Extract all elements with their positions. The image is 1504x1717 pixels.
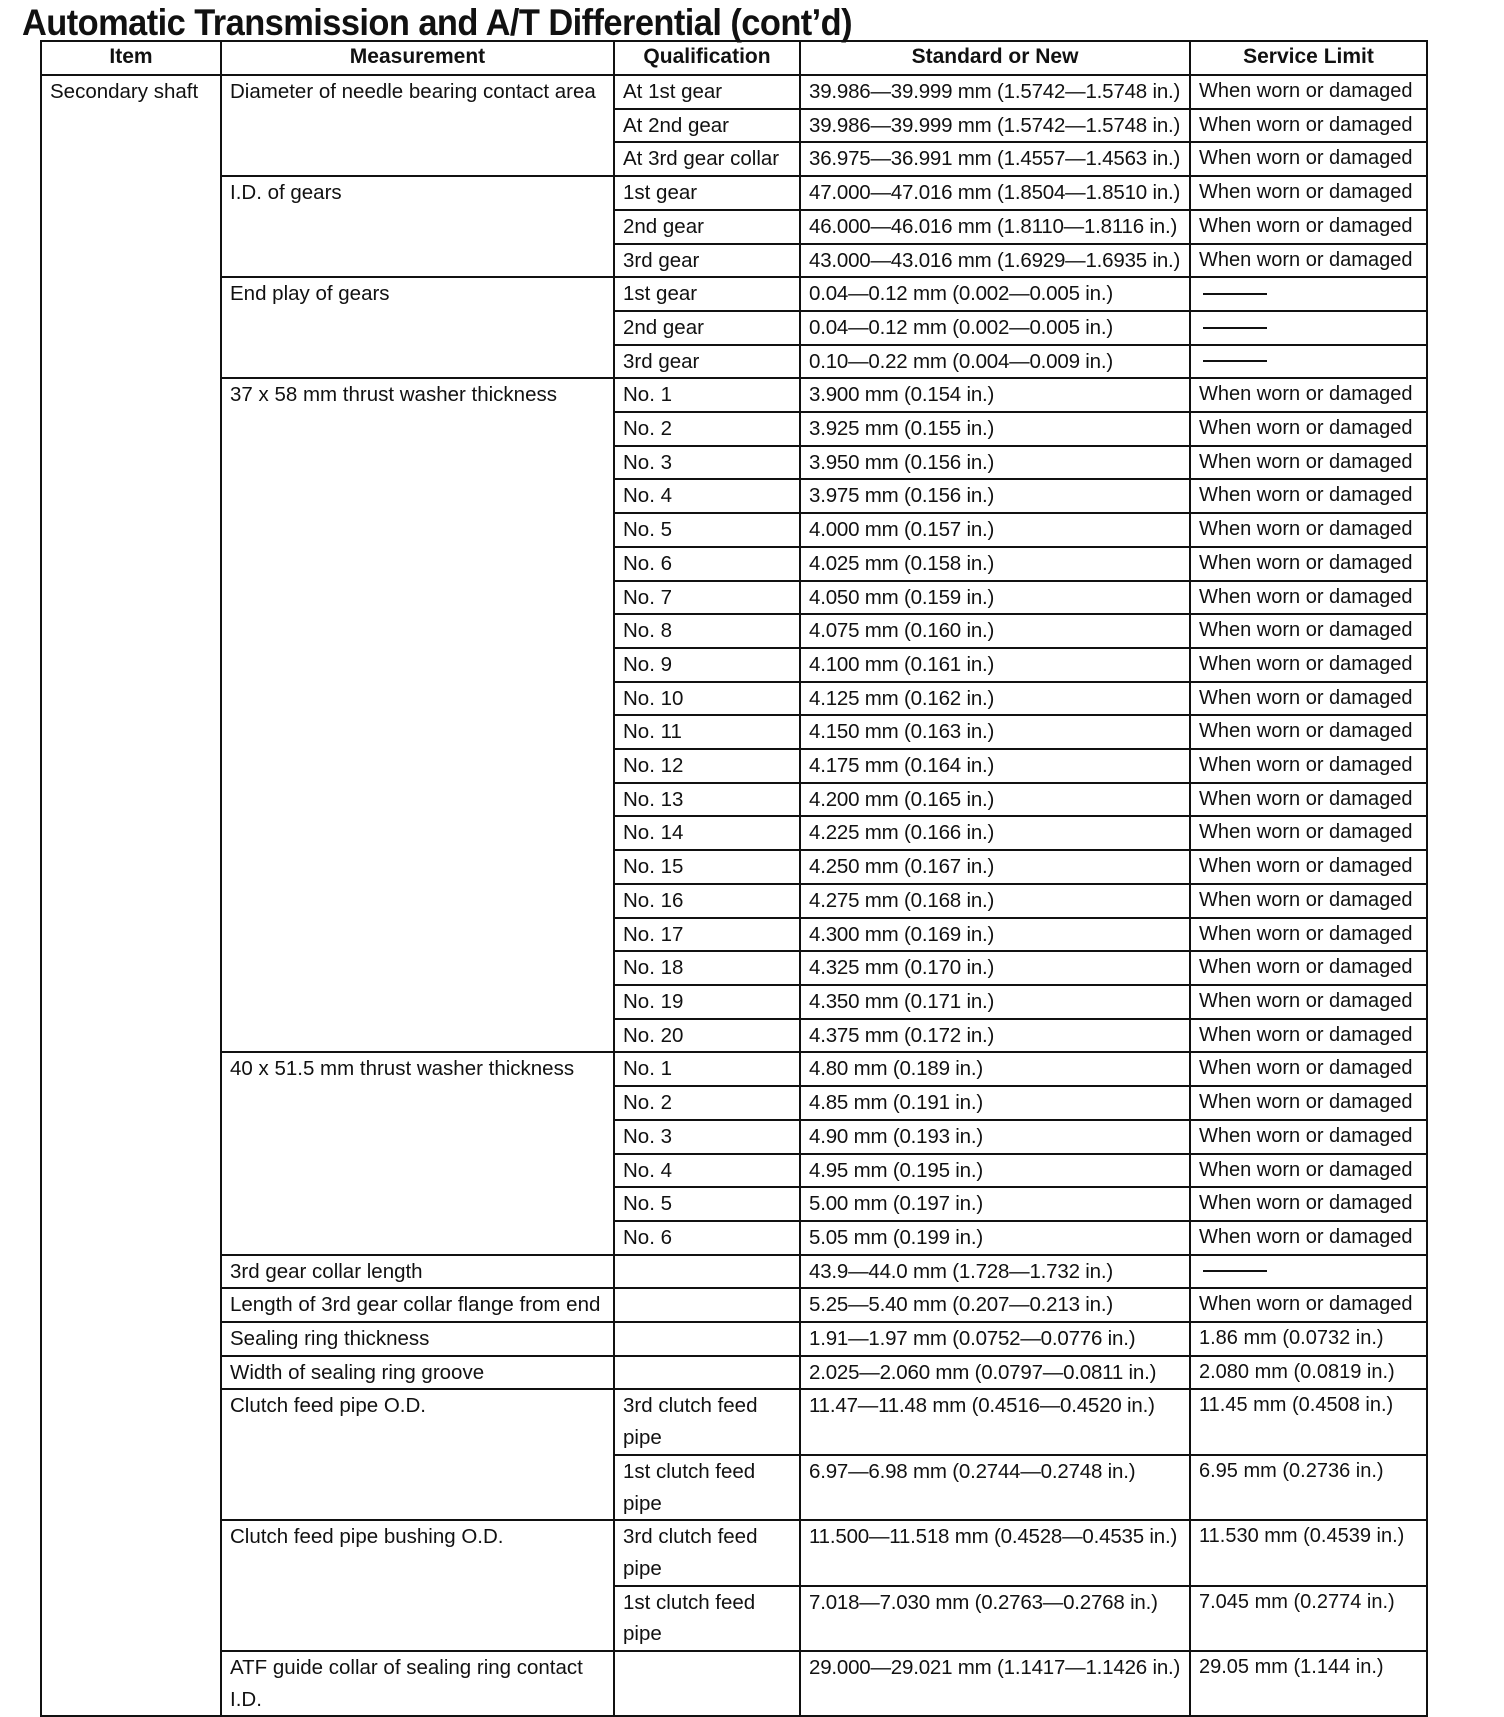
service-limit-cell: When worn or damaged	[1190, 176, 1427, 210]
measurement-cell: End play of gears	[221, 277, 614, 378]
qualification-cell: No. 1	[614, 378, 800, 412]
table-row	[41, 75, 1427, 109]
standard-cell: 4.100 mm (0.161 in.)	[800, 648, 1190, 682]
table-row	[41, 1389, 1427, 1454]
qualification-cell: No. 17	[614, 918, 800, 952]
measurement-cell: 37 x 58 mm thrust washer thickness	[221, 378, 614, 1052]
qualification-cell: No. 5	[614, 1187, 800, 1221]
measurement-cell: Diameter of needle bearing contact area	[221, 75, 614, 176]
standard-cell: 5.05 mm (0.199 in.)	[800, 1221, 1190, 1255]
qualification-cell: No. 20	[614, 1019, 800, 1053]
standard-cell: 4.225 mm (0.166 in.)	[800, 816, 1190, 850]
header-row	[41, 41, 1427, 75]
standard-cell: 4.275 mm (0.168 in.)	[800, 884, 1190, 918]
standard-cell: 4.025 mm (0.158 in.)	[800, 547, 1190, 581]
standard-cell: 39.986—39.999 mm (1.5742—1.5748 in.)	[800, 109, 1190, 143]
standard-cell: 36.975—36.991 mm (1.4557—1.4563 in.)	[800, 142, 1190, 176]
measurement-cell: Clutch feed pipe O.D.	[221, 1389, 614, 1520]
qualification-cell: At 1st gear	[614, 75, 800, 109]
qualification-cell: No. 2	[614, 412, 800, 446]
standard-cell: 6.97—6.98 mm (0.2744—0.2748 in.)	[800, 1455, 1190, 1520]
qualification-cell: No. 10	[614, 682, 800, 716]
standard-cell: 5.25—5.40 mm (0.207—0.213 in.)	[800, 1288, 1190, 1322]
spec-table	[40, 40, 1428, 1717]
standard-cell: 3.950 mm (0.156 in.)	[800, 446, 1190, 480]
service-limit-cell	[1190, 1255, 1427, 1289]
service-limit-cell: When worn or damaged	[1190, 884, 1427, 918]
qualification-cell: 1st clutch feed pipe	[614, 1586, 800, 1651]
service-limit-cell: When worn or damaged	[1190, 547, 1427, 581]
qualification-cell: No. 5	[614, 513, 800, 547]
standard-cell: 4.325 mm (0.170 in.)	[800, 951, 1190, 985]
standard-cell: 39.986—39.999 mm (1.5742—1.5748 in.)	[800, 75, 1190, 109]
qualification-cell: No. 3	[614, 1120, 800, 1154]
measurement-cell: ATF guide collar of sealing ring contact I.D.	[221, 1651, 614, 1716]
standard-cell: 0.04—0.12 mm (0.002—0.005 in.)	[800, 311, 1190, 345]
standard-cell: 43.9—44.0 mm (1.728—1.732 in.)	[800, 1255, 1190, 1289]
service-limit-cell: 11.530 mm (0.4539 in.)	[1190, 1520, 1427, 1585]
service-limit-cell: When worn or damaged	[1190, 581, 1427, 615]
standard-cell: 4.150 mm (0.163 in.)	[800, 715, 1190, 749]
standard-cell: 47.000—47.016 mm (1.8504—1.8510 in.)	[800, 176, 1190, 210]
standard-cell: 4.300 mm (0.169 in.)	[800, 918, 1190, 952]
qualification-cell: 2nd gear	[614, 311, 800, 345]
service-limit-cell: When worn or damaged	[1190, 378, 1427, 412]
no-limit-dash	[1203, 1270, 1267, 1272]
standard-cell: 4.85 mm (0.191 in.)	[800, 1086, 1190, 1120]
qualification-cell: 2nd gear	[614, 210, 800, 244]
qualification-cell: No. 9	[614, 648, 800, 682]
standard-cell: 43.000—43.016 mm (1.6929—1.6935 in.)	[800, 244, 1190, 278]
service-limit-cell: When worn or damaged	[1190, 75, 1427, 109]
table-row	[41, 1052, 1427, 1086]
qualification-cell: 3rd gear	[614, 345, 800, 379]
service-limit-cell: When worn or damaged	[1190, 985, 1427, 1019]
standard-cell: 0.10—0.22 mm (0.004—0.009 in.)	[800, 345, 1190, 379]
qualification-cell: No. 19	[614, 985, 800, 1019]
service-limit-cell: When worn or damaged	[1190, 479, 1427, 513]
standard-cell: 4.95 mm (0.195 in.)	[800, 1154, 1190, 1188]
qualification-cell	[614, 1322, 800, 1356]
standard-cell: 4.000 mm (0.157 in.)	[800, 513, 1190, 547]
no-limit-dash	[1203, 327, 1267, 329]
qualification-cell: No. 12	[614, 749, 800, 783]
service-limit-cell: 29.05 mm (1.144 in.)	[1190, 1651, 1427, 1716]
service-limit-cell: When worn or damaged	[1190, 614, 1427, 648]
service-limit-cell: When worn or damaged	[1190, 648, 1427, 682]
service-limit-cell: When worn or damaged	[1190, 142, 1427, 176]
table-row	[41, 378, 1427, 412]
standard-cell: 5.00 mm (0.197 in.)	[800, 1187, 1190, 1221]
service-limit-cell: When worn or damaged	[1190, 1221, 1427, 1255]
standard-cell: 11.500—11.518 mm (0.4528—0.4535 in.)	[800, 1520, 1190, 1585]
service-limit-cell: 6.95 mm (0.2736 in.)	[1190, 1455, 1427, 1520]
qualification-cell: No. 15	[614, 850, 800, 884]
service-limit-cell: When worn or damaged	[1190, 109, 1427, 143]
standard-cell: 7.018—7.030 mm (0.2763—0.2768 in.)	[800, 1586, 1190, 1651]
qualification-cell	[614, 1255, 800, 1289]
service-limit-cell: When worn or damaged	[1190, 783, 1427, 817]
qualification-cell: 1st clutch feed pipe	[614, 1455, 800, 1520]
service-limit-cell: When worn or damaged	[1190, 951, 1427, 985]
qualification-cell: 1st gear	[614, 176, 800, 210]
no-limit-dash	[1203, 360, 1267, 362]
standard-cell: 29.000—29.021 mm (1.1417—1.1426 in.)	[800, 1651, 1190, 1716]
service-limit-cell	[1190, 277, 1427, 311]
header-measurement: Measurement	[221, 41, 614, 75]
standard-cell: 4.80 mm (0.189 in.)	[800, 1052, 1190, 1086]
table-row	[41, 1288, 1427, 1322]
qualification-cell: No. 18	[614, 951, 800, 985]
measurement-cell: Sealing ring thickness	[221, 1322, 614, 1356]
table-row	[41, 1255, 1427, 1289]
service-limit-cell: When worn or damaged	[1190, 715, 1427, 749]
qualification-cell: No. 3	[614, 446, 800, 480]
service-limit-cell	[1190, 345, 1427, 379]
qualification-cell: No. 4	[614, 479, 800, 513]
service-limit-cell: When worn or damaged	[1190, 850, 1427, 884]
standard-cell: 3.925 mm (0.155 in.)	[800, 412, 1190, 446]
service-limit-cell: When worn or damaged	[1190, 1086, 1427, 1120]
no-limit-dash	[1203, 293, 1267, 295]
qualification-cell: No. 6	[614, 547, 800, 581]
measurement-cell: 3rd gear collar length	[221, 1255, 614, 1289]
service-limit-cell: When worn or damaged	[1190, 446, 1427, 480]
standard-cell: 4.250 mm (0.167 in.)	[800, 850, 1190, 884]
page-title: Automatic Transmission and A/T Differential (cont’d)	[22, 2, 853, 43]
standard-cell: 4.050 mm (0.159 in.)	[800, 581, 1190, 615]
qualification-cell: No. 11	[614, 715, 800, 749]
standard-cell: 11.47—11.48 mm (0.4516—0.4520 in.)	[800, 1389, 1190, 1454]
qualification-cell: At 3rd gear collar	[614, 142, 800, 176]
standard-cell: 2.025—2.060 mm (0.0797—0.0811 in.)	[800, 1356, 1190, 1390]
standard-cell: 0.04—0.12 mm (0.002—0.005 in.)	[800, 277, 1190, 311]
table-row	[41, 1356, 1427, 1390]
standard-cell: 4.175 mm (0.164 in.)	[800, 749, 1190, 783]
service-limit-cell: When worn or damaged	[1190, 749, 1427, 783]
qualification-cell: No. 6	[614, 1221, 800, 1255]
measurement-cell: Length of 3rd gear collar flange from end	[221, 1288, 614, 1322]
table-row	[41, 1520, 1427, 1585]
qualification-cell: 3rd clutch feed pipe	[614, 1389, 800, 1454]
service-limit-cell: When worn or damaged	[1190, 412, 1427, 446]
qualification-cell: No. 7	[614, 581, 800, 615]
qualification-cell: No. 14	[614, 816, 800, 850]
qualification-cell: 3rd gear	[614, 244, 800, 278]
header-standard: Standard or New	[800, 41, 1190, 75]
service-limit-cell: When worn or damaged	[1190, 1019, 1427, 1053]
service-limit-cell: When worn or damaged	[1190, 1120, 1427, 1154]
standard-cell: 4.125 mm (0.162 in.)	[800, 682, 1190, 716]
table-row	[41, 1322, 1427, 1356]
service-limit-cell: When worn or damaged	[1190, 682, 1427, 716]
service-limit-cell: When worn or damaged	[1190, 816, 1427, 850]
standard-cell: 3.975 mm (0.156 in.)	[800, 479, 1190, 513]
standard-cell: 1.91—1.97 mm (0.0752—0.0776 in.)	[800, 1322, 1190, 1356]
item-cell: Secondary shaft	[41, 75, 221, 1716]
table-row	[41, 176, 1427, 210]
qualification-cell: 1st gear	[614, 277, 800, 311]
measurement-cell: 40 x 51.5 mm thrust washer thickness	[221, 1052, 614, 1254]
service-limit-cell: 1.86 mm (0.0732 in.)	[1190, 1322, 1427, 1356]
standard-cell: 4.90 mm (0.193 in.)	[800, 1120, 1190, 1154]
service-limit-cell: When worn or damaged	[1190, 1187, 1427, 1221]
service-limit-cell: When worn or damaged	[1190, 1154, 1427, 1188]
qualification-cell: No. 2	[614, 1086, 800, 1120]
service-limit-cell: 11.45 mm (0.4508 in.)	[1190, 1389, 1427, 1454]
service-limit-cell: When worn or damaged	[1190, 210, 1427, 244]
service-limit-cell: When worn or damaged	[1190, 244, 1427, 278]
qualification-cell: No. 4	[614, 1154, 800, 1188]
qualification-cell	[614, 1651, 800, 1716]
qualification-cell: No. 8	[614, 614, 800, 648]
standard-cell: 4.350 mm (0.171 in.)	[800, 985, 1190, 1019]
standard-cell: 4.200 mm (0.165 in.)	[800, 783, 1190, 817]
qualification-cell: 3rd clutch feed pipe	[614, 1520, 800, 1585]
service-limit-cell: 7.045 mm (0.2774 in.)	[1190, 1586, 1427, 1651]
qualification-cell: No. 16	[614, 884, 800, 918]
qualification-cell: At 2nd gear	[614, 109, 800, 143]
measurement-cell: I.D. of gears	[221, 176, 614, 277]
service-limit-cell: When worn or damaged	[1190, 513, 1427, 547]
standard-cell: 4.375 mm (0.172 in.)	[800, 1019, 1190, 1053]
service-limit-cell	[1190, 311, 1427, 345]
header-service-limit: Service Limit	[1190, 41, 1427, 75]
standard-cell: 4.075 mm (0.160 in.)	[800, 614, 1190, 648]
service-limit-cell: When worn or damaged	[1190, 918, 1427, 952]
qualification-cell	[614, 1356, 800, 1390]
header-qualification: Qualification	[614, 41, 800, 75]
service-limit-cell: When worn or damaged	[1190, 1288, 1427, 1322]
measurement-cell: Clutch feed pipe bushing O.D.	[221, 1520, 614, 1651]
table-row	[41, 277, 1427, 311]
qualification-cell: No. 13	[614, 783, 800, 817]
service-limit-cell: When worn or damaged	[1190, 1052, 1427, 1086]
service-limit-cell: 2.080 mm (0.0819 in.)	[1190, 1356, 1427, 1390]
qualification-cell	[614, 1288, 800, 1322]
header-item: Item	[41, 41, 221, 75]
spec-body	[41, 75, 1427, 1716]
qualification-cell: No. 1	[614, 1052, 800, 1086]
measurement-cell: Width of sealing ring groove	[221, 1356, 614, 1390]
standard-cell: 3.900 mm (0.154 in.)	[800, 378, 1190, 412]
table-row	[41, 1651, 1427, 1716]
standard-cell: 46.000—46.016 mm (1.8110—1.8116 in.)	[800, 210, 1190, 244]
